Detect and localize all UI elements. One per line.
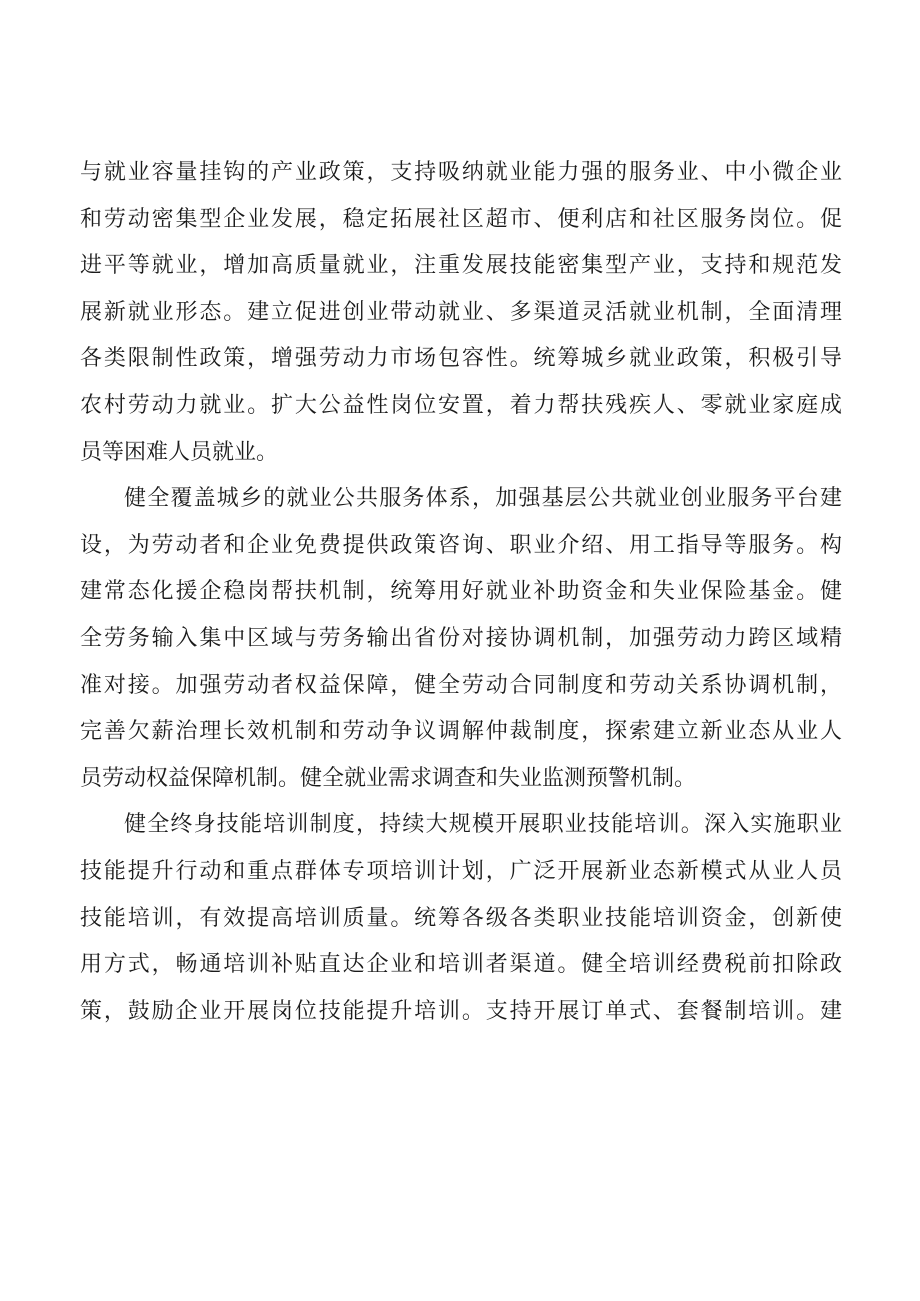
- text-line: 农村劳动力就业。扩大公益性岗位安置，着力帮扶残疾人、零就业家庭成: [80, 392, 842, 418]
- document-body: [80, 150, 842, 1035]
- text-line: 健全终身技能培训制度，持续大规模开展职业技能培训。深入实施职业: [124, 812, 842, 838]
- paragraph-1: [80, 150, 842, 476]
- text-line: 与就业容量挂钩的产业政策，支持吸纳就业能力强的服务业、中小微企业: [80, 160, 842, 185]
- text-line: 进平等就业，增加高质量就业，注重发展技能密集型产业，支持和规范发: [80, 253, 842, 279]
- text-line: 和劳动密集型企业发展，稳定拓展社区超市、便利店和社区服务岗位。促: [80, 206, 842, 232]
- paragraph-3: [80, 802, 842, 1035]
- text-line: 准对接。加强劳动者权益保障，健全劳动合同制度和劳动关系协调机制，: [80, 672, 842, 698]
- text-line: 设，为劳动者和企业免费提供政策咨询、职业介绍、用工指导等服务。构: [80, 532, 842, 558]
- text-line: 展新就业形态。建立促进创业带动就业、多渠道灵活就业机制，全面清理: [80, 299, 842, 325]
- text-line: 技能培训，有效提高培训质量。统筹各级各类职业技能培训资金，创新使: [80, 905, 842, 931]
- paragraph-2: [80, 476, 842, 802]
- text-line: 全劳务输入集中区域与劳务输出省份对接协调机制，加强劳动力跨区域精: [80, 625, 842, 651]
- text-line: 各类限制性政策，增强劳动力市场包容性。统筹城乡就业政策，积极引导: [80, 346, 842, 372]
- text-line: 员等困难人员就业。: [80, 439, 279, 465]
- text-line: 技能提升行动和重点群体专项培训计划，广泛开展新业态新模式从业人员: [80, 858, 842, 884]
- text-line: 健全覆盖城乡的就业公共服务体系，加强基层公共就业创业服务平台建: [124, 486, 842, 512]
- text-line: 完善欠薪治理长效机制和劳动争议调解仲裁制度，探索建立新业态从业人: [80, 719, 842, 745]
- text-line: 建常态化援企稳岗帮扶机制，统筹用好就业补助资金和失业保险基金。健: [80, 579, 842, 605]
- text-line: 用方式，畅通培训补贴直达企业和培训者渠道。健全培训经费税前扣除政: [80, 952, 842, 978]
- text-line: 员劳动权益保障机制。健全就业需求调查和失业监测预警机制。: [80, 765, 697, 791]
- text-line: 策，鼓励企业开展岗位技能提升培训。支持开展订单式、套餐制培训。建: [80, 998, 842, 1024]
